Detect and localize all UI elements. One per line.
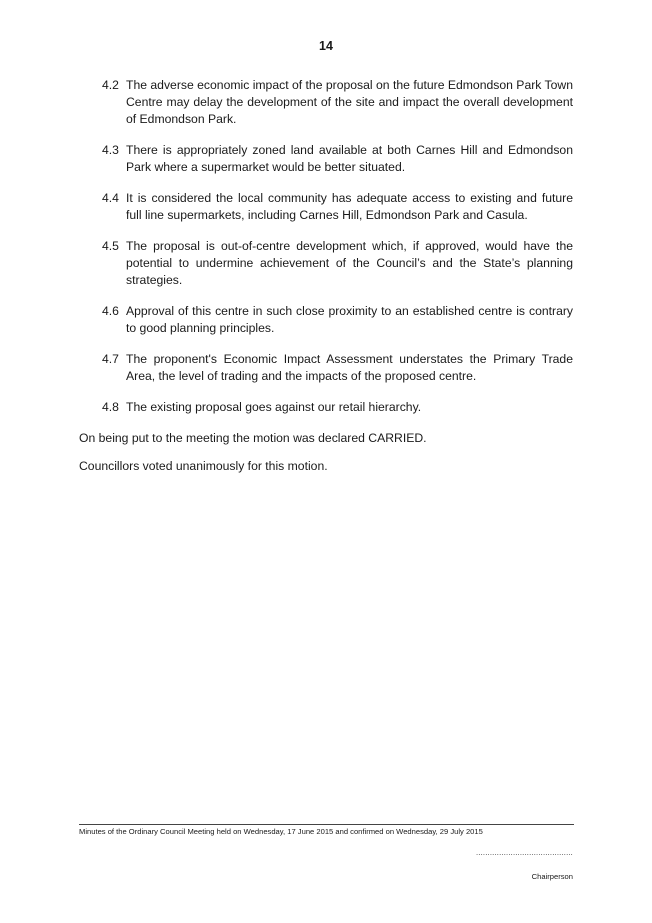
item-text: The existing proposal goes against our retail hierarchy. [126, 400, 422, 414]
item-text: The adverse economic impact of the proposal on the future Edmondson Park Town Centre may delay the development of the site and impact the overall development of Edmondson Park. [126, 78, 573, 126]
list-item [102, 77, 573, 128]
list-item [102, 238, 573, 289]
item-number: 4.2 [102, 78, 119, 92]
item-number: 4.4 [102, 191, 119, 205]
list-item [102, 351, 573, 385]
item-text: The proposal is out-of-centre development which, if approved, would have the potential to undermine achievement of the Council’s and the State’s planning strategies. [126, 239, 573, 287]
item-text: The proponent's Economic Impact Assessment understates the Primary Trade Area, the level of trading and the impacts of the proposed centre. [126, 352, 573, 383]
list-item [102, 190, 573, 224]
list-item [102, 303, 573, 337]
list-item [102, 142, 573, 176]
signature-label: Chairperson [531, 872, 573, 881]
item-text: It is considered the local community has adequate access to existing and future full line supermarkets, including Carnes Hill, Edmondson Park and Casula. [126, 191, 573, 222]
item-text: There is appropriately zoned land available at both Carnes Hill and Edmondson Park where a supermarket would be better situated. [126, 143, 573, 174]
vote-note: Councillors voted unanimously for this motion. [79, 459, 328, 473]
page-number: 14 [319, 39, 333, 53]
list-item [102, 399, 573, 416]
item-number: 4.6 [102, 304, 119, 318]
footer-minutes-text: Minutes of the Ordinary Council Meeting held on Wednesday, 17 June 2015 and confirmed on Wednesday, 29 July 2015 [79, 827, 483, 836]
footer-divider [79, 824, 574, 825]
motion-result: On being put to the meeting the motion was declared CARRIED. [79, 431, 427, 445]
item-number: 4.3 [102, 143, 119, 157]
item-text: Approval of this centre in such close proximity to an established centre is contrary to good planning principles. [126, 304, 573, 335]
signature-line: .......................................... [475, 848, 573, 857]
motion-items-list [0, 77, 652, 430]
item-number: 4.5 [102, 239, 119, 253]
item-number: 4.8 [102, 400, 119, 414]
item-number: 4.7 [102, 352, 119, 366]
